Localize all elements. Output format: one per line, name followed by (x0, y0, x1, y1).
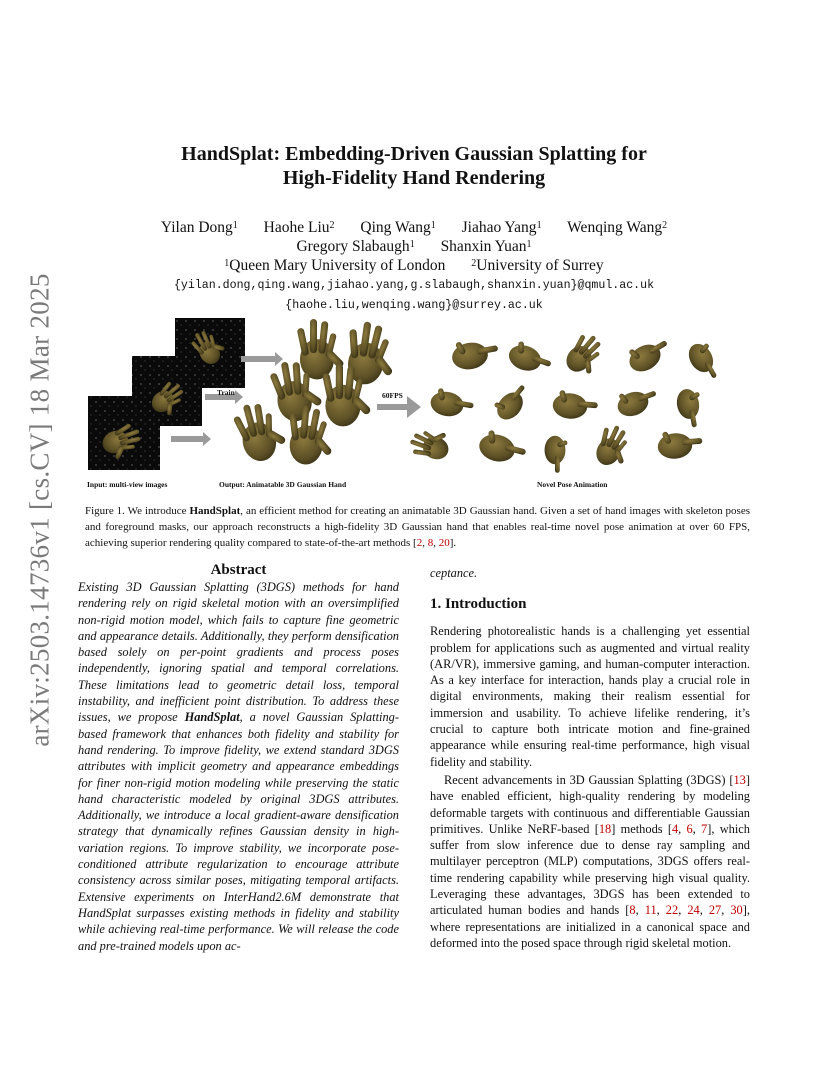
intro-text: ] have enabled efficient, high-quality rendering by modeling deformable targets with continuous and differentiable Gaussian primitives. Unlike NeRF-based [ (430, 772, 750, 836)
intro-text: ], where representations are initialized in a canonical space and deformed into the posed space through rigid skeletal motion. (430, 903, 750, 950)
title-line-1: HandSplat: Embedding-Driven Gaussian Splatting for (181, 143, 647, 165)
author-affiliation-mark: 2 (662, 220, 668, 231)
author-block (80, 218, 748, 275)
author-affiliation-mark: 2 (329, 220, 335, 231)
teaser-figure (85, 318, 745, 494)
novel-pose-grid (407, 329, 725, 473)
author-name: Jiahao Yang (461, 219, 537, 236)
author-affiliation-mark: 1 (526, 239, 532, 250)
caption-text: , an efficient method for creating an animatable 3D Gaussian hand. Given a set of hand images with skeleton poses and foreground masks, our approach reconstructs a high-fidelity 3D Gaussian hand that enables real-time novel pose animation at over 60 FPS, achieving superior rendering quality compared to state-of-the-art methods [ (85, 505, 750, 549)
fps-label: 60FPS (382, 391, 403, 400)
citation-link[interactable]: 22 (665, 903, 679, 918)
citation-link[interactable]: 8 (629, 903, 636, 918)
citation-link[interactable]: 4 (671, 821, 679, 836)
abstract-method-name: HandSplat (184, 710, 240, 725)
citation-link[interactable]: 7 (701, 821, 708, 836)
email-line-2: {haohe.liu,wenqing.wang}@surrey.ac.uk (285, 299, 543, 312)
author-line-1 (80, 218, 748, 237)
title-line-2: High-Fidelity Hand Rendering (282, 167, 546, 189)
intro-text: ], which suffer from slow inference due to dense ray sampling and multilayer perceptron (MLP) computations, 3DGS offers real-time rendering capability while preserving high visual quality. Leveraging these advantages, 3DGS has been extended to articulated human bodies and hands [ (430, 821, 750, 918)
author-line-2 (80, 237, 748, 256)
left-column (78, 562, 399, 954)
intro-paragraph-2: Recent advancements in 3D Gaussian Splatting (3DGS) [13] have enabled efficient, high-quality rendering by modeling deformable targets with continuous and differentiable Gaussian primitives. Unlike NeRF-based [18] methods [4, 6, 7], which suffer from slow inference due to dense ray sampling and multilayer perceptron (MLP) computations, 3DGS offers real-time rendering capability while preserving high visual quality. Leveraging these advantages, 3DGS has been extended to articulated human bodies and hands [8, 11, 22, 24, 27, 30], where representations are initialized in a canonical space and deformed into the posed space through rigid skeletal motion. (430, 772, 750, 950)
arxiv-sidebar (10, 250, 70, 770)
author-affiliation-mark: 1 (232, 220, 238, 231)
teaser-figure-graphic (85, 318, 745, 494)
citation-link[interactable]: 18 (598, 821, 612, 836)
author-name: Haohe Liu (263, 219, 330, 236)
intro-paragraph-1: Rendering photorealistic hands is a challenging yet essential problem for applications such as augmented and virtual reality (AR/VR), immersive gaming, and human-computer interaction. As a key interface for interaction, hands play a crucial role in digital environments, making their realism essential for immersion and usability. To achieve lifelike rendering, it’s crucial to capture both intricate motion and fine-grained appearance while ensuring real-time performance, high visual fidelity and stability. (430, 624, 750, 769)
author-name: Qing Wang (360, 219, 431, 236)
citation-link[interactable]: 20 (438, 537, 450, 549)
input-label: Input: multi-view images (87, 480, 168, 489)
caption-end: ]. (449, 537, 457, 549)
author-name: Wenqing Wang (567, 219, 663, 236)
abstract-continuation: ceptance. (430, 566, 478, 580)
arxiv-identifier: arXiv:2503.14736v1 [cs.CV] 18 Mar 2025 (24, 273, 55, 747)
author-affiliation-mark: 1 (409, 239, 415, 250)
intro-heading: 1. Introduction (430, 596, 527, 613)
affiliation-name: University of Surrey (476, 257, 604, 274)
abstract-text (78, 579, 399, 954)
intro-text: ] methods [ (611, 821, 672, 836)
intro-text: Recent advancements in 3D Gaussian Splatting (3DGS) [ (444, 772, 734, 787)
email-line-1: {yilan.dong,qing.wang,jiahao.yang,g.slabaugh,shanxin.yuan}@qmul.ac.uk (173, 279, 655, 292)
abstract-part-1: Existing 3D Gaussian Splatting (3DGS) methods for hand rendering rely on rigid skeletal motion with an oversimplified non-rigid motion model, which fails to capture fine geometric and appearance details. Additionally, they perform densification based solely on per-point gradients and process poses independently, ignoring spatial and temporal correlations. These limitations lead to geometric detail loss, temporal instability, and inefficient point distribution. To address these issues, we propose (78, 580, 399, 725)
citation-link[interactable]: 27 (708, 903, 722, 918)
affiliation-number: 2 (471, 258, 477, 269)
gaussian-hand-group (230, 319, 400, 467)
citation-link[interactable]: 13 (733, 772, 746, 787)
caption-method-name: HandSplat (189, 505, 241, 517)
citation-link[interactable]: 24 (687, 903, 700, 918)
affiliation-number: 1 (224, 258, 230, 269)
author-affiliation-mark: 1 (430, 220, 436, 231)
author-name: Yilan Dong (160, 219, 233, 236)
caption-prefix: Figure 1. We introduce (85, 505, 190, 517)
author-affiliation-mark: 1 (536, 220, 542, 231)
author-name: Gregory Slabaugh (296, 238, 410, 255)
author-name: Shanxin Yuan (440, 238, 527, 255)
right-column (430, 562, 750, 951)
novel-pose-label: Novel Pose Animation (537, 480, 608, 489)
abstract-heading: Abstract (210, 562, 267, 578)
affiliation-name: Queen Mary University of London (229, 257, 446, 274)
citation-link[interactable]: 11 (644, 903, 657, 918)
paper-title (80, 142, 748, 190)
figure-caption: Figure 1. We introduce HandSplat, an efficient method for creating an animatable 3D Gaussian hand. Given a set of hand images with skeleton poses and foreground masks, our approach reconstructs a high-fidelity 3D Gaussian hand that enables real-time novel pose animation at over 60 FPS, achieving superior rendering quality compared to state-of-the-art methods [2, 8, 20]. (85, 505, 750, 549)
citation-link[interactable]: 8 (427, 537, 434, 549)
train-label: Train (217, 388, 235, 397)
citation-link[interactable]: 2 (416, 537, 423, 549)
abstract-part-2: , a novel Gaussian Splatting-based framework that enhances both fidelity and stability for hand rendering. To improve fidelity, we extend standard 3DGS attributes with implicit geometry and appearance embeddings for finer non-rigid motion modeling while preserving the static hand characteristic modeled by original 3DGS attributes. Additionally, we introduce a local gradient-aware densification strategy that dynamically refines Gaussian density in high-variation regions. To improve stability, we incorporate pose-conditioned attribute regularization to encourage attribute consistency across similar poses, mitigating temporal artifacts. Extensive experiments on InterHand2.6M demonstrate that HandSplat surpasses existing methods in fidelity and stability while achieving real-time performance. We will release the code and pre-trained models upon ac- (78, 710, 399, 953)
citation-link[interactable]: 6 (686, 821, 693, 836)
affiliation-line (80, 256, 748, 275)
output-label: Output: Animatable 3D Gaussian Hand (219, 480, 347, 489)
citation-link[interactable]: 30 (730, 903, 743, 918)
